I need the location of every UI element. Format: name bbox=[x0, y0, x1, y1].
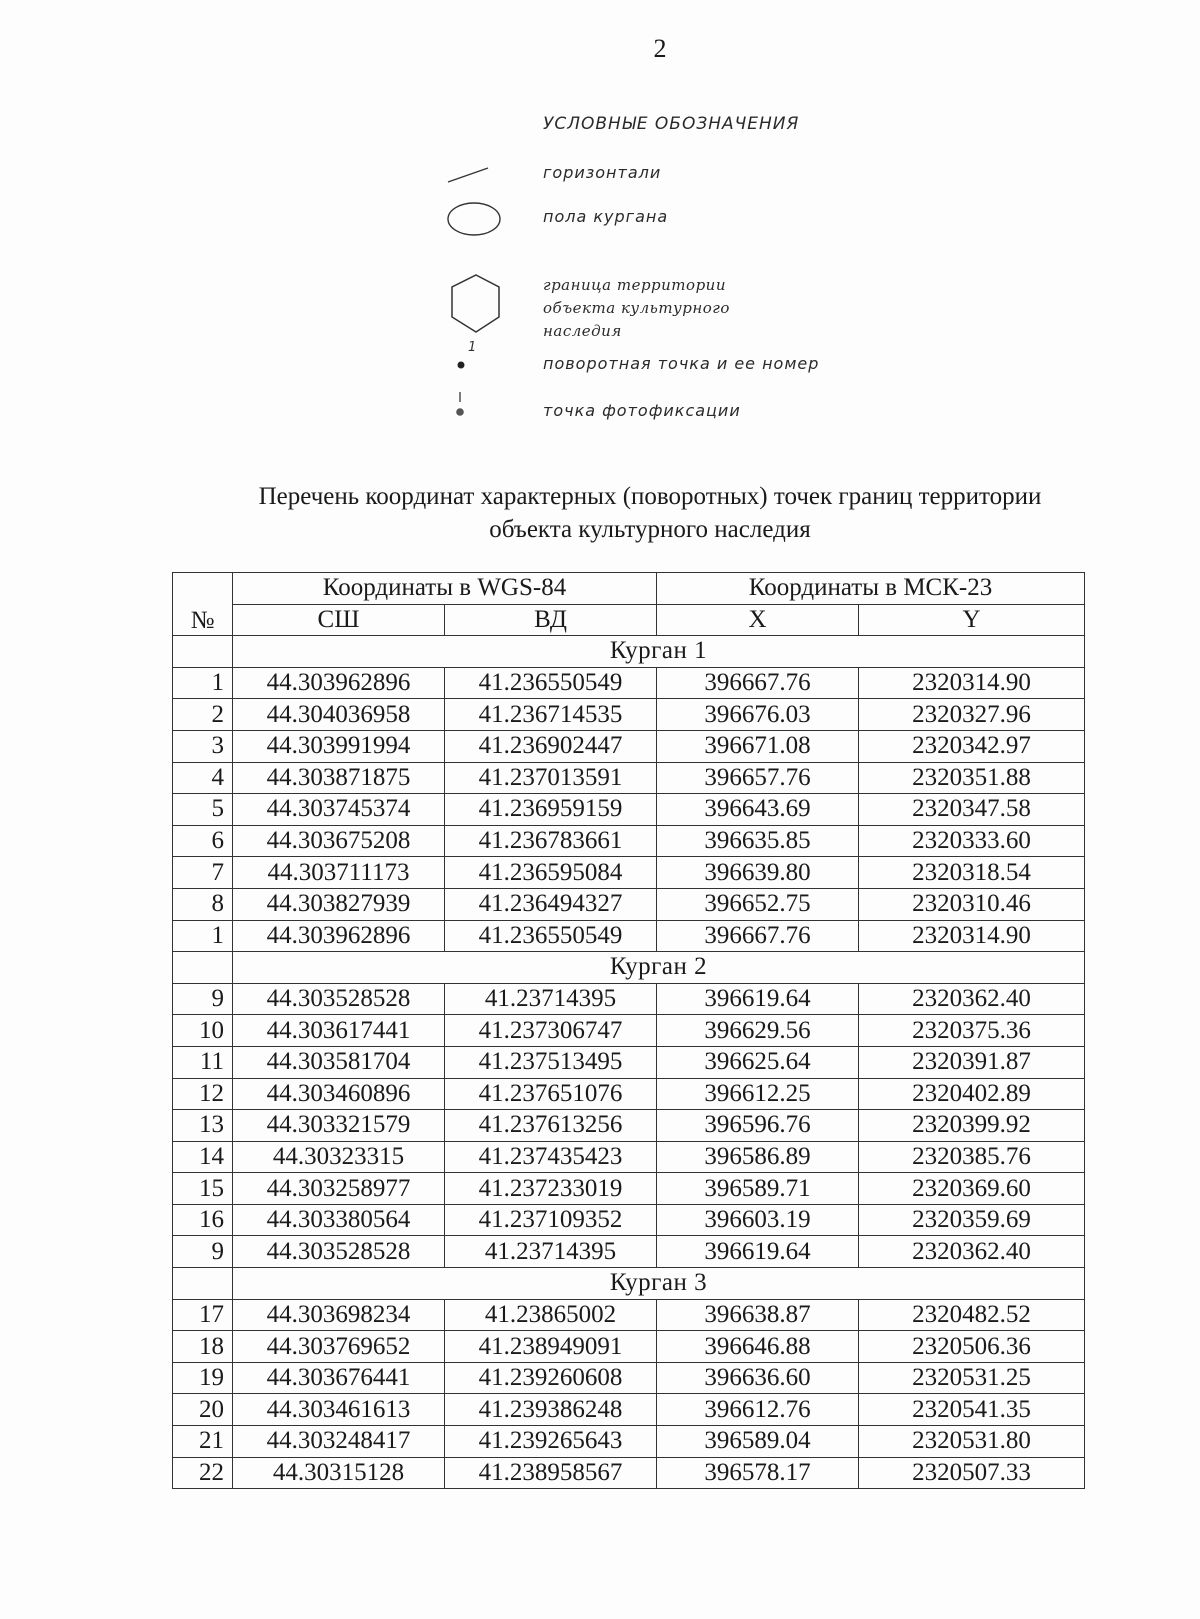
turning-point-marker: 1 bbox=[468, 340, 477, 355]
y-cell: 2320375.36 bbox=[859, 1015, 1085, 1047]
y-cell: 2320347.58 bbox=[859, 794, 1085, 826]
table-row bbox=[173, 667, 1085, 699]
table-row bbox=[173, 983, 1085, 1015]
group-row bbox=[173, 636, 1085, 668]
table-row bbox=[173, 825, 1085, 857]
header-longitude: ВД bbox=[445, 604, 657, 636]
longitude-cell: 41.23865002 bbox=[445, 1299, 657, 1331]
y-cell: 2320402.89 bbox=[859, 1078, 1085, 1110]
x-cell: 396612.76 bbox=[657, 1394, 859, 1426]
longitude-cell: 41.23714395 bbox=[445, 983, 657, 1015]
x-cell: 396667.76 bbox=[657, 667, 859, 699]
header-x: X bbox=[657, 604, 859, 636]
x-cell: 396578.17 bbox=[657, 1457, 859, 1489]
longitude-cell: 41.236714535 bbox=[445, 699, 657, 731]
y-cell: 2320531.80 bbox=[859, 1426, 1085, 1458]
table-body bbox=[173, 636, 1085, 1489]
point-number: 5 bbox=[173, 794, 233, 826]
latitude-cell: 44.303745374 bbox=[233, 794, 445, 826]
header-msk23: Координаты в МСК-23 bbox=[657, 573, 1085, 605]
x-cell: 396596.76 bbox=[657, 1110, 859, 1142]
turning-point-icon bbox=[440, 336, 500, 380]
y-cell: 2320507.33 bbox=[859, 1457, 1085, 1489]
point-number: 11 bbox=[173, 1046, 233, 1078]
legend-label-photo-point: точка фотофиксации bbox=[543, 401, 741, 420]
x-cell: 396586.89 bbox=[657, 1141, 859, 1173]
y-cell: 2320314.90 bbox=[859, 920, 1085, 952]
latitude-cell: 44.303991994 bbox=[233, 730, 445, 762]
longitude-cell: 41.236550549 bbox=[445, 667, 657, 699]
longitude-cell: 41.236902447 bbox=[445, 730, 657, 762]
photo-point-icon bbox=[440, 386, 500, 426]
point-number: 7 bbox=[173, 857, 233, 889]
longitude-cell: 41.238949091 bbox=[445, 1331, 657, 1363]
legend-item-turning-point bbox=[440, 336, 900, 380]
y-cell: 2320314.90 bbox=[859, 667, 1085, 699]
point-number: 21 bbox=[173, 1426, 233, 1458]
table-row bbox=[173, 1426, 1085, 1458]
header-number: № bbox=[173, 573, 233, 636]
y-cell: 2320333.60 bbox=[859, 825, 1085, 857]
group-name: Курган 2 bbox=[233, 952, 1085, 984]
y-cell: 2320362.40 bbox=[859, 1236, 1085, 1268]
group-row-blank-cell bbox=[173, 952, 233, 984]
contour-line-icon bbox=[440, 160, 500, 190]
legend-label-boundary bbox=[543, 274, 730, 343]
mound-ellipse-icon bbox=[440, 198, 510, 242]
longitude-cell: 41.237013591 bbox=[445, 762, 657, 794]
group-row bbox=[173, 1268, 1085, 1300]
x-cell: 396589.71 bbox=[657, 1173, 859, 1205]
y-cell: 2320310.46 bbox=[859, 888, 1085, 920]
legend-label-contours: горизонтали bbox=[543, 163, 662, 182]
point-number: 22 bbox=[173, 1457, 233, 1489]
point-number: 15 bbox=[173, 1173, 233, 1205]
table-row bbox=[173, 1173, 1085, 1205]
table-row bbox=[173, 857, 1085, 889]
latitude-cell: 44.303460896 bbox=[233, 1078, 445, 1110]
y-cell: 2320362.40 bbox=[859, 983, 1085, 1015]
header-wgs84: Координаты в WGS-84 bbox=[233, 573, 657, 605]
point-number: 19 bbox=[173, 1362, 233, 1394]
point-number: 1 bbox=[173, 667, 233, 699]
table-row bbox=[173, 1078, 1085, 1110]
x-cell: 396676.03 bbox=[657, 699, 859, 731]
x-cell: 396589.04 bbox=[657, 1426, 859, 1458]
point-number: 8 bbox=[173, 888, 233, 920]
latitude-cell: 44.303962896 bbox=[233, 920, 445, 952]
x-cell: 396629.56 bbox=[657, 1015, 859, 1047]
document-title-line: объекта культурного наследия bbox=[489, 516, 811, 543]
x-cell: 396652.75 bbox=[657, 888, 859, 920]
document-title-line: Перечень координат характерных (поворотных) точек границ территории bbox=[258, 483, 1042, 510]
latitude-cell: 44.303698234 bbox=[233, 1299, 445, 1331]
point-number: 18 bbox=[173, 1331, 233, 1363]
table-row bbox=[173, 1015, 1085, 1047]
x-cell: 396667.76 bbox=[657, 920, 859, 952]
y-cell: 2320385.76 bbox=[859, 1141, 1085, 1173]
point-number: 9 bbox=[173, 1236, 233, 1268]
x-cell: 396619.64 bbox=[657, 1236, 859, 1268]
latitude-cell: 44.303711173 bbox=[233, 857, 445, 889]
table-row bbox=[173, 1457, 1085, 1489]
point-number: 3 bbox=[173, 730, 233, 762]
x-cell: 396638.87 bbox=[657, 1299, 859, 1331]
x-cell: 396671.08 bbox=[657, 730, 859, 762]
point-number: 9 bbox=[173, 983, 233, 1015]
point-number: 1 bbox=[173, 920, 233, 952]
table-row bbox=[173, 730, 1085, 762]
legend-label-turning-point: поворотная точка и ее номер bbox=[543, 354, 820, 373]
y-cell: 2320531.25 bbox=[859, 1362, 1085, 1394]
x-cell: 396636.60 bbox=[657, 1362, 859, 1394]
legend-item-mound bbox=[440, 198, 900, 242]
longitude-cell: 41.237233019 bbox=[445, 1173, 657, 1205]
y-cell: 2320506.36 bbox=[859, 1331, 1085, 1363]
latitude-cell: 44.30323315 bbox=[233, 1141, 445, 1173]
latitude-cell: 44.303962896 bbox=[233, 667, 445, 699]
x-cell: 396612.25 bbox=[657, 1078, 859, 1110]
group-name: Курган 1 bbox=[233, 636, 1085, 668]
point-number: 6 bbox=[173, 825, 233, 857]
x-cell: 396657.76 bbox=[657, 762, 859, 794]
longitude-cell: 41.237109352 bbox=[445, 1204, 657, 1236]
x-cell: 396603.19 bbox=[657, 1204, 859, 1236]
header-latitude: СШ bbox=[233, 604, 445, 636]
y-cell: 2320359.69 bbox=[859, 1204, 1085, 1236]
longitude-cell: 41.236550549 bbox=[445, 920, 657, 952]
latitude-cell: 44.303528528 bbox=[233, 1236, 445, 1268]
y-cell: 2320399.92 bbox=[859, 1110, 1085, 1142]
table-row bbox=[173, 1394, 1085, 1426]
group-row bbox=[173, 952, 1085, 984]
point-number: 10 bbox=[173, 1015, 233, 1047]
point-number: 14 bbox=[173, 1141, 233, 1173]
y-cell: 2320391.87 bbox=[859, 1046, 1085, 1078]
table-row bbox=[173, 1299, 1085, 1331]
latitude-cell: 44.303676441 bbox=[233, 1362, 445, 1394]
table-row bbox=[173, 1236, 1085, 1268]
y-cell: 2320369.60 bbox=[859, 1173, 1085, 1205]
document-title bbox=[150, 480, 1150, 546]
longitude-cell: 41.237306747 bbox=[445, 1015, 657, 1047]
longitude-cell: 41.238958567 bbox=[445, 1457, 657, 1489]
longitude-cell: 41.237513495 bbox=[445, 1046, 657, 1078]
latitude-cell: 44.303258977 bbox=[233, 1173, 445, 1205]
point-number: 4 bbox=[173, 762, 233, 794]
legend-label-boundary-line: граница территории bbox=[543, 276, 726, 294]
table-row bbox=[173, 699, 1085, 731]
legend-title: УСЛОВНЫЕ ОБОЗНАЧЕНИЯ bbox=[543, 114, 800, 134]
header-y: Y bbox=[859, 604, 1085, 636]
x-cell: 396639.80 bbox=[657, 857, 859, 889]
longitude-cell: 41.23714395 bbox=[445, 1236, 657, 1268]
legend-label-boundary-line: наследия bbox=[543, 322, 622, 340]
table-row bbox=[173, 794, 1085, 826]
longitude-cell: 41.237651076 bbox=[445, 1078, 657, 1110]
point-number: 13 bbox=[173, 1110, 233, 1142]
latitude-cell: 44.303461613 bbox=[233, 1394, 445, 1426]
x-cell: 396619.64 bbox=[657, 983, 859, 1015]
latitude-cell: 44.303617441 bbox=[233, 1015, 445, 1047]
y-cell: 2320482.52 bbox=[859, 1299, 1085, 1331]
boundary-hexagon-icon bbox=[440, 266, 520, 346]
latitude-cell: 44.303871875 bbox=[233, 762, 445, 794]
legend-item-contours bbox=[440, 160, 900, 190]
point-number: 12 bbox=[173, 1078, 233, 1110]
longitude-cell: 41.239260608 bbox=[445, 1362, 657, 1394]
x-cell: 396635.85 bbox=[657, 825, 859, 857]
table-row bbox=[173, 1110, 1085, 1142]
table-row bbox=[173, 920, 1085, 952]
page-number: 2 bbox=[653, 34, 667, 63]
y-cell: 2320351.88 bbox=[859, 762, 1085, 794]
point-number: 17 bbox=[173, 1299, 233, 1331]
longitude-cell: 41.236494327 bbox=[445, 888, 657, 920]
group-name: Курган 3 bbox=[233, 1268, 1085, 1300]
latitude-cell: 44.303380564 bbox=[233, 1204, 445, 1236]
latitude-cell: 44.303827939 bbox=[233, 888, 445, 920]
x-cell: 396625.64 bbox=[657, 1046, 859, 1078]
latitude-cell: 44.303321579 bbox=[233, 1110, 445, 1142]
y-cell: 2320327.96 bbox=[859, 699, 1085, 731]
point-number: 2 bbox=[173, 699, 233, 731]
group-row-blank-cell bbox=[173, 1268, 233, 1300]
point-number: 20 bbox=[173, 1394, 233, 1426]
table-row bbox=[173, 762, 1085, 794]
y-cell: 2320342.97 bbox=[859, 730, 1085, 762]
legend-label-boundary-line: объекта культурного bbox=[543, 299, 730, 317]
table-row bbox=[173, 1204, 1085, 1236]
table-row bbox=[173, 1331, 1085, 1363]
table-row bbox=[173, 1046, 1085, 1078]
group-row-blank-cell bbox=[173, 636, 233, 668]
latitude-cell: 44.303769652 bbox=[233, 1331, 445, 1363]
longitude-cell: 41.237613256 bbox=[445, 1110, 657, 1142]
legend-label-mound: пола кургана bbox=[543, 207, 669, 226]
latitude-cell: 44.304036958 bbox=[233, 699, 445, 731]
legend-item-photo-point bbox=[440, 386, 900, 426]
coordinates-table bbox=[172, 572, 1085, 1489]
legend-item-boundary bbox=[440, 266, 900, 346]
longitude-cell: 41.239265643 bbox=[445, 1426, 657, 1458]
longitude-cell: 41.237435423 bbox=[445, 1141, 657, 1173]
y-cell: 2320318.54 bbox=[859, 857, 1085, 889]
table-row bbox=[173, 1141, 1085, 1173]
table-row bbox=[173, 1362, 1085, 1394]
latitude-cell: 44.303581704 bbox=[233, 1046, 445, 1078]
latitude-cell: 44.303675208 bbox=[233, 825, 445, 857]
y-cell: 2320541.35 bbox=[859, 1394, 1085, 1426]
longitude-cell: 41.236595084 bbox=[445, 857, 657, 889]
x-cell: 396646.88 bbox=[657, 1331, 859, 1363]
latitude-cell: 44.303248417 bbox=[233, 1426, 445, 1458]
longitude-cell: 41.236783661 bbox=[445, 825, 657, 857]
x-cell: 396643.69 bbox=[657, 794, 859, 826]
latitude-cell: 44.30315128 bbox=[233, 1457, 445, 1489]
longitude-cell: 41.239386248 bbox=[445, 1394, 657, 1426]
point-number: 16 bbox=[173, 1204, 233, 1236]
latitude-cell: 44.303528528 bbox=[233, 983, 445, 1015]
longitude-cell: 41.236959159 bbox=[445, 794, 657, 826]
table-row bbox=[173, 888, 1085, 920]
